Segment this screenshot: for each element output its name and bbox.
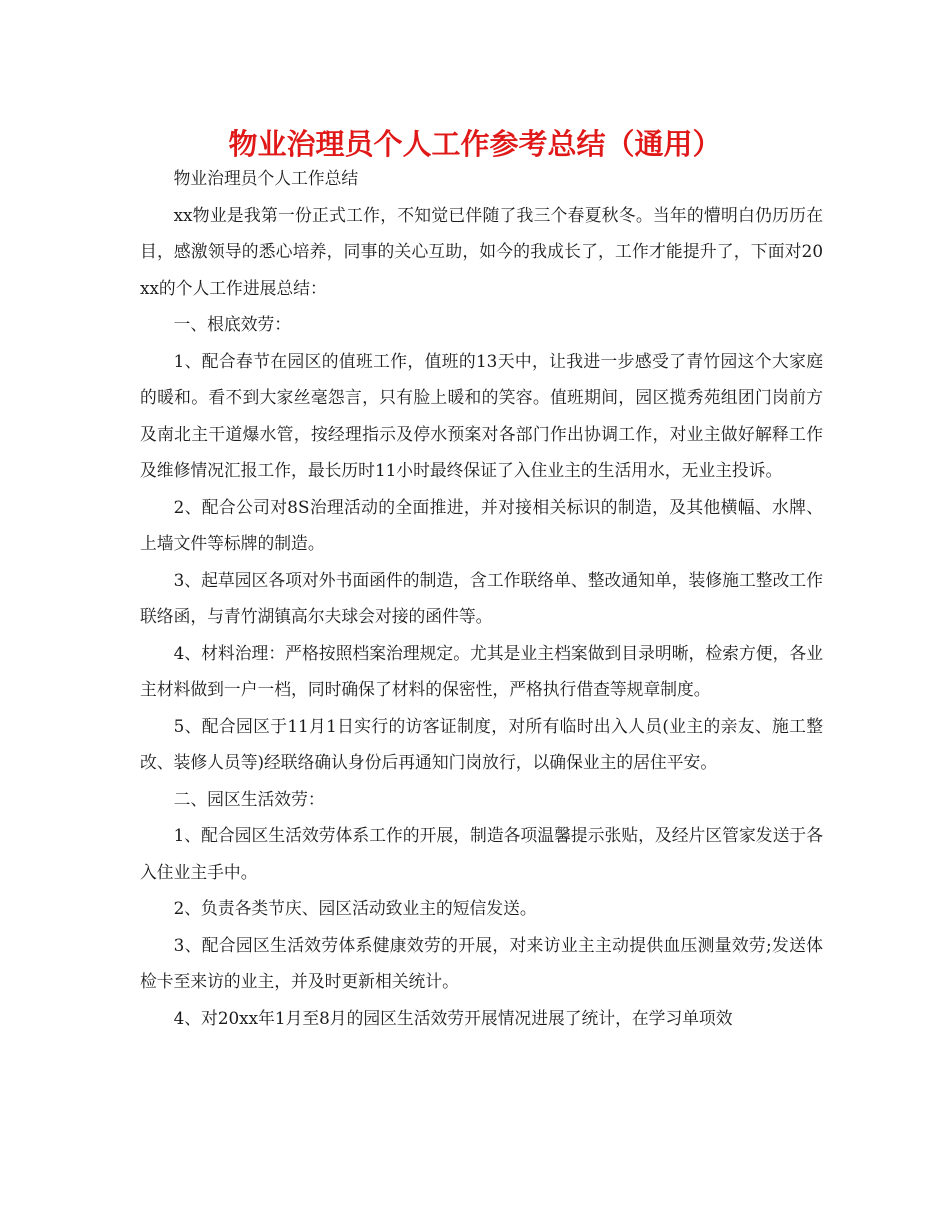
paragraph: 物业治理员个人工作总结	[173, 168, 359, 188]
document-body	[140, 160, 823, 1036]
paragraph: 4、材料治理：严格按照档案治理规定。尤其是业主档案做到目录明晰，检索方便，各业主材料做到一户一档，同时确保了材料的保密性，严格执行借查等规章制度。	[140, 642, 823, 699]
paragraph: 2、负责各类节庆、园区活动致业主的短信发送。	[173, 898, 537, 918]
section-heading: 一、根底效劳：	[173, 314, 292, 334]
paragraph: 4、对20xx年1月至8月的园区生活效劳开展情况进展了统计，在学习单项效	[173, 1007, 733, 1028]
paragraph: 5、配合园区于11月1日实行的访客证制度，对所有临时出入人员(业主的亲友、施工整改、装修人员等)经联络确认身份后再通知门岗放行，以确保业主的居住平安。	[140, 715, 823, 772]
paragraph: 1、配合春节在园区的值班工作，值班的13天中，让我进一步感受了青竹园这个大家庭的暖和。看不到大家丝毫怨言，只有脸上暖和的笑容。值班期间，园区揽秀苑组团门岗前方及南北主干道爆水管，按经理指示及停水预案对各部门作出协调工作，对业主做好解释工作及维修情况汇报工作，最长历时11小时最终保证了入住业主的生活用水，无业主投诉。	[140, 350, 823, 480]
paragraph: 1、配合园区生活效劳体系工作的开展，制造各项温馨提示张贴，及经片区管家发送于各入住业主手中。	[140, 825, 823, 882]
paragraph: 3、起草园区各项对外书面函件的制造，含工作联络单、整改通知单，装修施工整改工作联络函，与青竹湖镇高尔夫球会对接的函件等。	[140, 569, 823, 626]
paragraph: xx物业是我第一份正式工作，不知觉已伴随了我三个春夏秋冬。当年的懵明白仍历历在目，感激领导的悉心培养，同事的关心互助，如今的我成长了，工作才能提升了，下面对20xx的个人工作进展总结：	[140, 204, 823, 298]
paragraph: 3、配合园区生活效劳体系健康效劳的开展，对来访业主主动提供血压测量效劳;发送体检卡至来访的业主，并及时更新相关统计。	[140, 934, 823, 991]
section-heading: 二、园区生活效劳：	[173, 788, 325, 809]
document-title: 物业治理员个人工作参考总结（通用）	[228, 127, 722, 161]
paragraph: 2、配合公司对8S治理活动的全面推进，并对接相关标识的制造，及其他横幅、水牌、上墙文件等标牌的制造。	[140, 496, 823, 553]
